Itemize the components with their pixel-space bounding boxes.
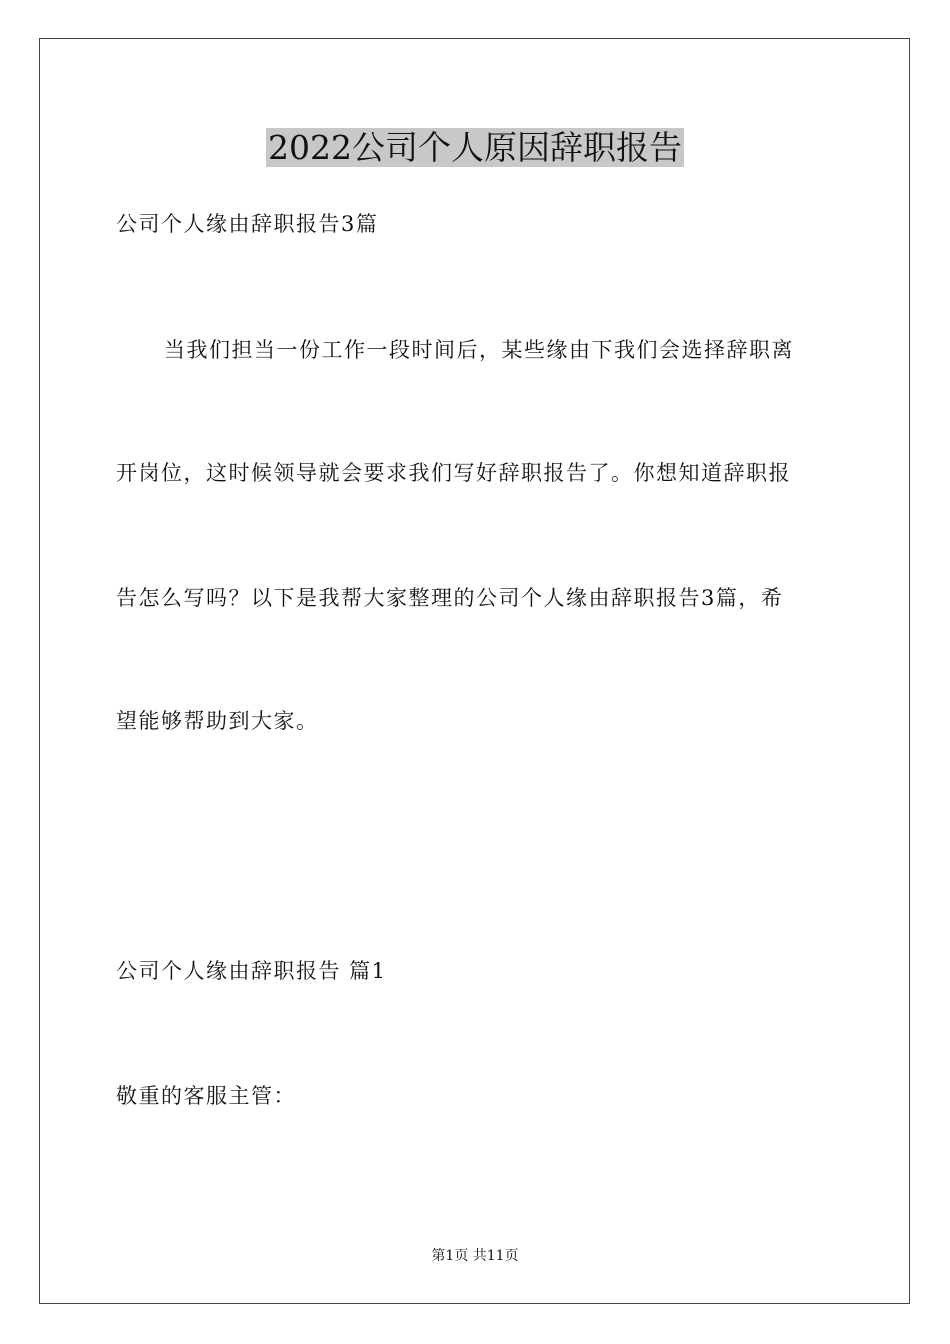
- intro-line-1: 当我们担当一份工作一段时间后，某些缘由下我们会选择辞职离: [164, 338, 794, 362]
- document-title-text: 2022公司个人原因辞职报告: [268, 128, 682, 167]
- page-footer: 第1页 共11页: [431, 1248, 519, 1264]
- intro-line-2: 开岗位，这时候领导就会要求我们写好辞职报告了。你想知道辞职报: [116, 461, 791, 485]
- section-heading: 公司个人缘由辞职报告 篇1: [116, 959, 387, 983]
- intro-line-4: 望能够帮助到大家。: [116, 709, 319, 733]
- intro-line-3: 告怎么写吗？以下是我帮大家整理的公司个人缘由辞职报告3篇，希: [116, 586, 784, 610]
- salutation: 敬重的客服主管：: [116, 1084, 296, 1108]
- document-subtitle: 公司个人缘由辞职报告3篇: [116, 212, 379, 236]
- document-title: [0, 126, 950, 170]
